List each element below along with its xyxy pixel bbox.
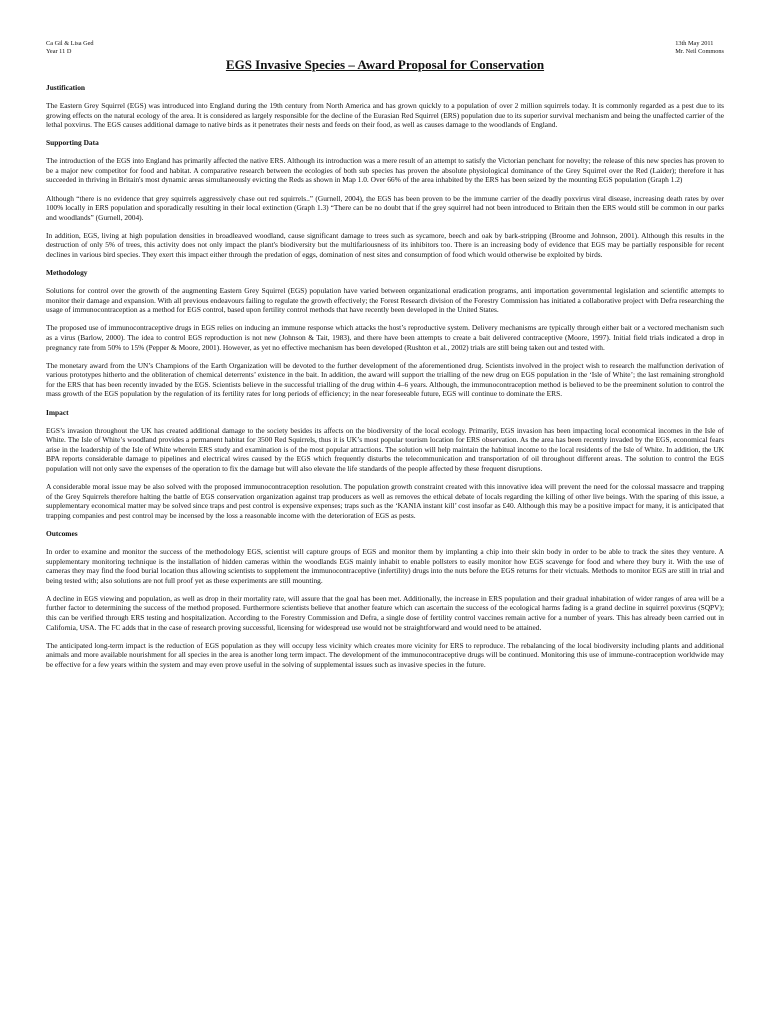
document-header	[46, 40, 724, 56]
paragraph: The introduction of the EGS into England has primarily affected the native ERS. Although its introduction was a mere result of an attempt to satisfy the Victorian penchant for novelty; the release of this new species has proven to be a major new competitor for food and habitat. A comparative research between the ecologies of both sub species has proven the absolute physiological dominance of the Grey Squirrel over the Red (Laider); therefore it has succeeded in thriving in Britain's most dynamic areas simultaneously evicting the Reds as shown in Map 1.0. Over 66% of the area inhabited by the ERS has been seized by the mounting EGS population (Graph 1.2)	[46, 156, 724, 185]
paragraph: A considerable moral issue may be also solved with the proposed immunocontraception resolution. The population growth constraint created with this innovative idea will prevent the need for the colossal massacre and trapping of the Grey Squirrels therefore halting the battle of EGS conservation organization against trap producers as well as removes the ethical debate of locals regarding the killing of other live beings. With the sparing of this issue, a supplementary economical matter may be solved since traps and pest control is expensive expenses; traps such as the ‘KANIA instant kill’ cost insofar as £40. Although this may be a positive impact for many, it is anticipated that trapping companies and pest control may be incensed by the loss a reasonable income with the deterioration of EGS as pests.	[46, 482, 724, 520]
paragraph: Although “there is no evidence that grey squirrels aggressively chase out red squirrels..” (Gurnell, 2004), the EGS has been proven to be the immune carrier of the deadly poxvirus viral disease, increasing death rates by over 100% locally in ERS population and sporadically resulting in their local extinction (Graph 1.3) “There can be no doubt that if the grey squirrel had not been introduced to Britain then the ERS would still be common in our parks and woodlands” (Gurnell, 2004).	[46, 193, 724, 222]
paragraph: The proposed use of immunocontraceptive drugs in EGS relies on inducing an immune response which attacks the host’s reproductive system. Delivery mechanisms are typically through either bait or a vectored mechanism such as a virus (Barlow, 2000). The idea to control EGS reproduction is not new (Johnson & Tait, 1983), and there have been attempts to create a bait delivered contraceptive (Moore, 1997). Initial field trials indicated a drop in pregnancy rate from 50% to 15% (Pepper & Moore, 2001). However, as yet no effective mechanism has been developed (Rushton et al., 2002) trials are still being taken out and tested with.	[46, 323, 724, 352]
paragraph: The Eastern Grey Squirrel (EGS) was introduced into England during the 19th century from North America and has grown quickly to a population of over 2 million squirrels today. It is commonly regarded as a pest due to its growing effects on the natural ecology of the area. It is considered as largely responsible for the decline of the Eurasian Red Squirrel (ERS) population due to its superior survival mechanism and being the unaffected carrier of the lethal poxvirus. The EGS causes additional damage to native birds as it penetrates their nests and feeds on their food, as well as causes damage to the woodlands of England.	[46, 101, 724, 130]
section-heading: Outcomes	[46, 528, 78, 538]
author-block	[46, 40, 94, 56]
document-date: 13th May 2011	[675, 40, 714, 47]
document-page	[46, 40, 724, 678]
section-methodology	[46, 268, 724, 399]
author-names: Ca Gil & Lisa Ged	[46, 40, 94, 47]
document-title: EGS Invasive Species – Award Proposal for Conservation	[225, 57, 545, 72]
section-heading: Methodology	[46, 268, 88, 278]
paragraph: The anticipated long-term impact is the reduction of EGS population as they will occupy less vicinity which creates more vicinity for ERS to reproduce. The rebalancing of the local biodiversity including plants and additional animals and more available nourishment for all species in the area is another long term impact. The development of the immunocontraceptive drugs will be continued. Monitoring this use of immune-contraception worldwide may be effective for a few years within the system and may even prove useful in the solving of supplemental issues such as invasive species in the future.	[46, 640, 724, 669]
teacher-name: Mr. Neil Commons	[675, 48, 724, 55]
section-supporting-data	[46, 138, 724, 259]
section-heading: Impact	[46, 407, 69, 417]
section-outcomes	[46, 529, 724, 670]
paragraph: In order to examine and monitor the success of the methodology EGS, scientist will capture groups of EGS and monitor them by implanting a chip into their skin body in order to be able to track the sites they venture. A supplementary monitoring technique is the installation of hidden cameras within the woodlands EGS mainly inhabit to enable pollsters to easily monitor how EGS scavenge for food and where they bury it. With the use of cameras they may find the food burial location thus allowing scientists to supplement the immunocontraceptive (infertility) drugs into the nuts before the EGS returns for their victuals. Methods to monitor EGS are still in trial and being tested with; also solutions are not full proof yet as these experiments are still mounting.	[46, 546, 724, 585]
paragraph: EGS’s invasion throughout the UK has created additional damage to the society besides its affects on the biodiversity of the local ecology. Primarily, EGS invasion has been impacting local economical incomes in the Isle of White. The Isle of White’s woodland provides a permanent habitat for 3500 Red Squirrels, thus it is UK’s most popular tourism location for ERS observation. As the area has been recently invaded by the EGS, economical fears arise in the leadership of the Isle of White wherein ERS study and examination is of the most popular attractions. The solution will help maintain the habitual income to the local residents of the Isle of White. In addition, the UK BPA reports considerable damage to pipelines and electrical wires caused by the EGS which frequently disturbs the telecommunication and transportation of oil throughout different areas. The solution to control the EGS population will not only save the expenses of the operation to fix the damage but will also elevate the life standards of the people affected by these frequent disruptions.	[46, 425, 724, 473]
paragraph: Solutions for control over the growth of the augmenting Eastern Grey Squirrel (EGS) population have varied between organizational eradication programs, anti importation governmental legislation and scientific attempts to monitor their damage and expansion. With all previous endeavours failing to regulate the growth effectively; the Forest Research division of the Forestry Commission has initiated a collaborative project with Defra researching the usage of immunocontraception as a method for EGS control, based upon fertility control methods that have recently been developed in the United States.	[46, 286, 724, 315]
paragraph: A decline in EGS viewing and population, as well as drop in their mortality rate, will assure that the goal has been met. Additionally, the increase in ERS population and their gradual inhabitation of wider ranges of area will be a further factor to determining the success of the method proposed. Furthermore scientists believe that another feature which can ascertain the success of the ecological harms fading is a grand decline in squirrel poxvirus (SQPV); this can be verified through ERS testing and hospitalization. According to the Forestry Commission and Defra, a single dose of fertility control vaccines remain active for a number of years. This has already been carried out in California, USA. The FC adds that in the case of research proving successful, licensing for widespread use would not be straightforward and would need to be attained.	[46, 593, 724, 632]
section-impact	[46, 408, 724, 521]
paragraph: The monetary award from the UN’s Champions of the Earth Organization will be devoted to the further development of the aforementioned drug. Scientists involved in the project wish to research the malfunction derivation of various prototypes hitherto and the obliteration of chemical deterrents’ existence in the bait. In addition, the award will support the trialling of the new drug on EGS population in the ‘Isle of White’; the last remaining stronghold for the ERS that has been recently invaded by the EGS. Scientists believe in the successful trialling of the drug within 4–6 years. Although, the immunocontraception method is believed to be the preeminent solution to control the mass growth of the EGS population by the regulation of its fertility rates for long periods of efficiency; in the near foreseeable future, EGS will continue to dominate the ERS.	[46, 360, 724, 399]
class-year: Year 11 D	[46, 48, 72, 55]
paragraph: In addition, EGS, living at high population densities in broadleaved woodland, cause significant damage to trees such as sycamore, beech and oak by bark-stripping (Broome and Johnson, 2001). Although this results in the destruction of only 5% of trees, this activity does not only impact the plant's biodiversity but the multifariousness of its inhibitors too. There is an increasing body of evidence that EGS may be partially responsible for recent declines in various bird species. They exert this impact either through the predation of eggs, domination of nest sites and consumption of food which would otherwise be exploited by birds.	[46, 230, 724, 260]
section-heading: Supporting Data	[46, 138, 99, 148]
section-heading: Justification	[46, 83, 86, 92]
section-justification	[46, 83, 724, 130]
date-teacher-block	[675, 40, 724, 56]
